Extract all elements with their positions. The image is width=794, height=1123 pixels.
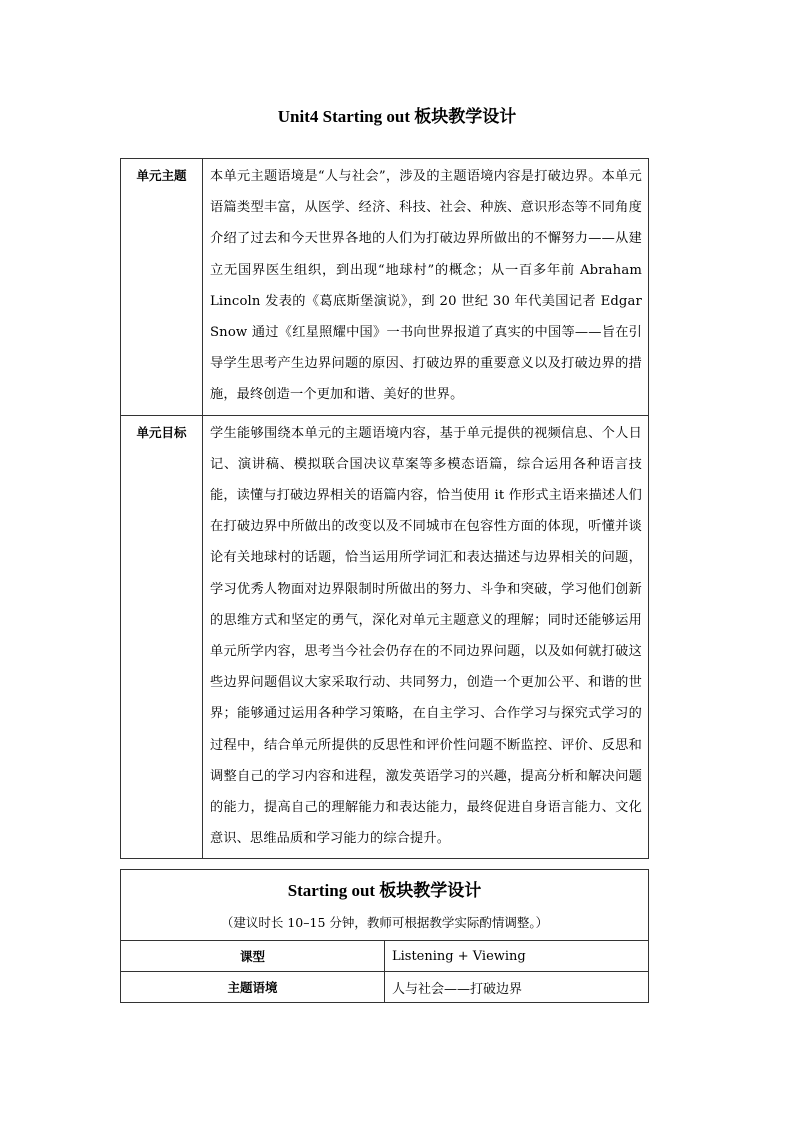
duration-note: （建议时长 10–15 分钟，教师可根据教学实际酌情调整。） [220, 915, 549, 930]
lesson-design-header [121, 870, 649, 941]
table-row [121, 972, 649, 1003]
row-text-unit-theme: 本单元主题语境是“人与社会”，涉及的主题语境内容是打破边界。本单元语篇类型丰富，从医学、经济、科技、社会、种族、意识形态等不同角度介绍了过去和今天世界各地的人们为打破边界所做出的不懈努力——从建立无国界医生组织，到出现“地球村”的概念；从一百多年前 Abraham Lincoln 发表的《葛底斯堡演说》，到 20 世纪 30 年代美国记者 Edgar Snow 通过《红星照耀中国》一书向世界报道了真实的中国等——旨在引导学生思考产生边界问题的原因、打破边界的重要意义以及打破边界的措施，最终创造一个更加和谐、美好的世界。 [203, 159, 649, 416]
row-label-unit-goals: 单元目标 [121, 415, 203, 859]
row-label-lesson-type: 课型 [121, 941, 385, 972]
row-value-lesson-type: Listening + Viewing [385, 941, 649, 972]
row-label-theme-context: 主题语境 [121, 972, 385, 1003]
table-row [121, 941, 649, 972]
row-text-unit-goals: 学生能够围绕本单元的主题语境内容，基于单元提供的视频信息、个人日记、演讲稿、模拟联合国决议草案等多模态语篇，综合运用各种语言技能，读懂与打破边界相关的语篇内容，恰当使用 it 作形式主语来描述人们在打破边界中所做出的改变以及不同城市在包容性方面的体现，听懂并谈论有关地球村的话题，恰当运用所学词汇和表达描述与边界相关的问题，学习优秀人物面对边界限制时所做出的努力、斗争和突破，学习他们创新的思维方式和坚定的勇气，深化对单元主题意义的理解；同时还能够运用单元所学内容，思考当今社会仍存在的不同边界问题，以及如何就打破这些边界问题倡议大家采取行动、共同努力，创造一个更加公平、和谐的世界；能够通过运用各种学习策略，在自主学习、合作学习与探究式学习的过程中，结合单元所提供的反思性和评价性问题不断监控、评价、反思和调整自己的学习内容和进程，激发英语学习的兴趣，提高分析和解决问题的能力，提高自己的理解能力和表达能力，最终促进自身语言能力、文化意识、思维品质和学习能力的综合提升。 [203, 415, 649, 859]
table-header-row [121, 870, 649, 941]
table-row [121, 159, 649, 416]
row-label-unit-theme: 单元主题 [121, 159, 203, 416]
unit-overview-table [120, 158, 649, 859]
lesson-design-table [120, 869, 649, 1003]
row-value-theme-context: 人与社会——打破边界 [385, 972, 649, 1003]
document-title: Unit4 Starting out 板块教学设计 [277, 107, 517, 126]
table-row [121, 415, 649, 859]
lesson-design-title: Starting out 板块教学设计 [287, 881, 482, 900]
